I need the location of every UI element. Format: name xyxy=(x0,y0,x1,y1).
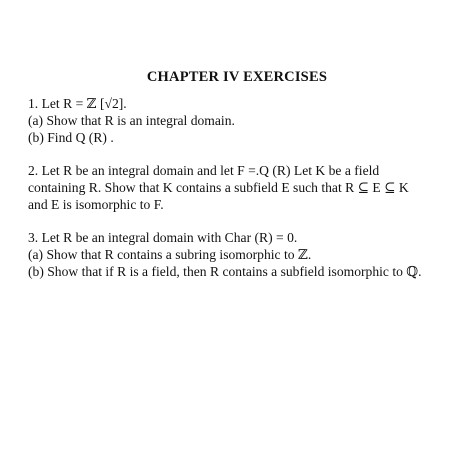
exercise-2-line-3: and E is isomorphic to F. xyxy=(28,197,164,212)
exercise-1 xyxy=(28,95,448,146)
exercise-3-line-2: (a) Show that R contains a subring isomorphic to ℤ. xyxy=(28,247,312,262)
exercise-spacer xyxy=(28,146,448,162)
exercise-1-line-2: (a) Show that R is an integral domain. xyxy=(28,113,235,128)
exercise-3 xyxy=(28,229,448,280)
exercise-3-line-1: 3. Let R be an integral domain with Char (R) = 0. xyxy=(28,230,298,245)
exercise-2-line-1: 2. Let R be an integral domain and let F =.Q (R) Let K be a field xyxy=(28,163,380,178)
page-title: CHAPTER IV EXERCISES xyxy=(146,69,328,85)
exercise-2-line-2: containing R. Show that K contains a subfield E such that R ⊆ E ⊆ K xyxy=(28,180,409,195)
exercise-list xyxy=(28,95,448,280)
exercise-spacer xyxy=(28,213,448,229)
exercise-3-line-3: (b) Show that if R is a field, then R contains a subfield isomorphic to ℚ. xyxy=(28,264,422,279)
exercise-1-line-3: (b) Find Q (R) . xyxy=(28,130,114,145)
exercise-2 xyxy=(28,162,448,213)
exercise-1-line-1: 1. Let R = ℤ [√2]. xyxy=(28,96,127,111)
